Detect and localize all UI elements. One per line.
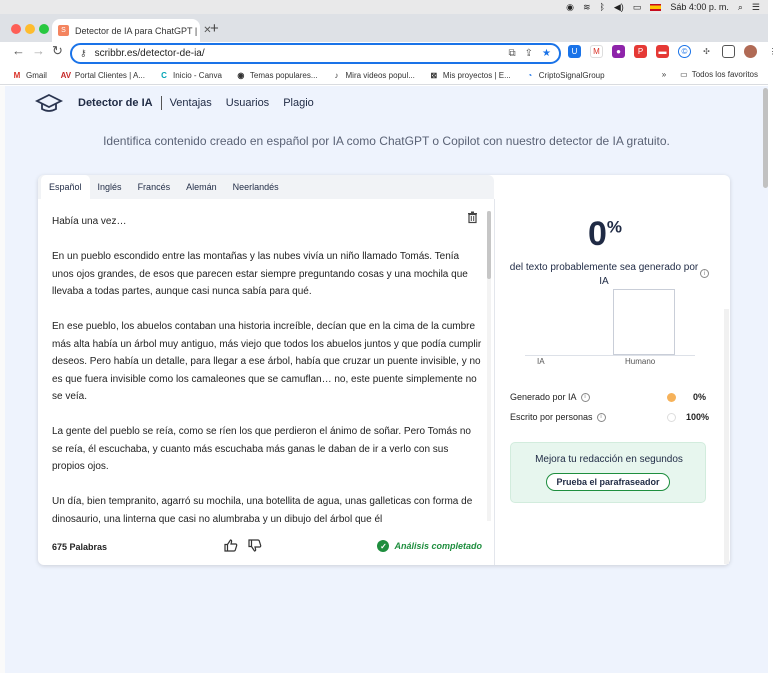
graduation-cap-logo-icon[interactable] [36,92,62,114]
bookmarks-bar [0,66,768,85]
info-icon[interactable]: i [700,269,709,278]
page-tagline: Identifica contenido creado en español por IA como ChatGPT o Copilot con nuestro detector de IA gratuito. [103,134,670,148]
page-scrollbar-thumb[interactable] [763,88,768,188]
search-icon[interactable]: ⌕ [737,1,743,12]
tab-aleman[interactable]: Alemán [186,182,217,192]
battery-icon[interactable]: ▭ [632,1,642,12]
legend-label: Generado por IA [510,392,577,402]
legend-value: 0% [692,392,706,402]
word-count: 675 Palabras [52,542,108,552]
share-icon[interactable]: ⇪ [524,48,534,59]
score-value: 0 [587,215,607,253]
tiktok-icon: ♪ [334,70,339,80]
nav-link-ventajas[interactable]: Ventajas [169,97,212,109]
tab-ingles[interactable]: Inglés [97,182,122,192]
thumbs-up-icon[interactable] [224,539,238,555]
text-paragraph: En ese pueblo, los abuelos contaban una historia increíble, decían que en la cima de la cumbre más alta había un árbol muy antiguo, más viejo que todos los abuelos juntos y que podía cumplir deseos. Pero había un detalle, para llegar a ese árbol, había que cruzar un puente invisible, y no es que fuera invisible como los camaleones que se camuflan… no, este puente simplemente no se veía. [52,321,482,402]
xlabel-humano: Humano [625,357,656,366]
browser-menu-icon[interactable]: ⋮ [766,45,779,58]
bluetooth-icon[interactable]: ᛒ [599,2,605,12]
brand-title[interactable]: Detector de IA [78,96,162,110]
canva-icon: C [161,70,167,80]
try-paraphraser-button[interactable]: Prueba el parafraseador [546,473,670,491]
crypto-icon: ◔ [527,70,533,80]
thumbs-down-icon[interactable] [248,539,262,555]
tab-title: Detector de IA para ChatGPT | [75,25,198,36]
url-text[interactable]: scribbr.es/detector-de-ia/ [94,48,205,59]
text-footer [52,540,482,554]
score-label: del texto probablemente sea generado por IA [509,262,699,287]
info-icon[interactable]: i [597,413,606,422]
wifi-icon[interactable]: ≋ [582,1,591,12]
extension-pdf-icon[interactable]: P [634,45,647,58]
promo-title: Mejora tu redacción en segundos [535,454,683,465]
menubar-app-icon[interactable]: ◉ [566,1,574,12]
all-bookmarks-button[interactable]: ▭ Todos los favoritos [680,70,758,79]
check-circle-icon: ✓ [377,540,389,552]
side-panel-icon[interactable] [722,45,735,58]
score-unit: % [606,217,623,237]
text-paragraph: En un pueblo escondido entre las montañas y las nubes vivía un niño llamado Tomás. Tenía unos ojos grandes, de esos que parecen estar siempre preguntando cosas y una mochila que llevaba a todas partes, aunque casi nunca sabía para qué. [52,251,468,297]
legend-dot-human [667,413,676,422]
web-page [5,86,768,673]
extensions-row [568,45,779,58]
nav-link-plagio[interactable]: Plagio [283,97,314,109]
profile-avatar[interactable] [744,45,757,58]
ai-detector-card [38,175,730,565]
extensions-puzzle-icon[interactable]: ✣ [700,45,713,58]
window-minimize-button[interactable] [25,24,35,34]
legend-human [510,410,710,424]
tab-espanol[interactable]: Español [41,175,90,199]
bookmark-item[interactable]: ♪ Mira videos popul... [332,70,415,80]
text-scrollbar-thumb[interactable] [487,211,491,279]
results-scrollbar[interactable] [724,309,729,564]
folder-icon: ▭ [680,70,688,79]
scribbr-favicon-icon: S [58,25,69,36]
capcut-icon: ⊠ [430,70,438,80]
new-tab-button[interactable]: + [210,20,219,37]
reload-icon[interactable]: ↻ [52,43,63,58]
bookmark-item[interactable]: ◔ CriptoSignalGroup [525,70,605,80]
bookmark-item[interactable]: M Gmail [13,70,47,80]
extension-shield-icon[interactable]: U [568,45,581,58]
text-paragraph: Un día, bien tempranito, agarró su mochila, una botellita de agua, unas galleticas con forma de dinosaurio, una linterna que casi no alumbraba y un dibujo del árbol que él [52,496,473,525]
legend-value: 100% [686,412,710,422]
chart-axis [525,355,695,356]
tab-neerlandes[interactable]: Neerlandés [232,182,279,192]
browser-tab[interactable] [52,19,212,42]
close-tab-icon[interactable]: ✕ [203,25,212,36]
menubar-datetime[interactable]: Sáb 4:00 p. m. [670,2,729,12]
input-language-flag-icon[interactable] [650,4,661,11]
text-paragraph: La gente del pueblo se reía, como se ríen los que perdieron el ánimo de soñar. Pero Tomás no se reía, él escuchaba, y cuanto más escuchaba más ganas le daban de ir a verlo con sus propios ojos. [52,426,471,472]
result-bar-chart [525,289,695,379]
language-tabs [38,175,494,199]
info-icon[interactable]: i [581,393,590,402]
nav-link-usuarios[interactable]: Usuarios [225,97,270,109]
gmail-icon: M [13,70,21,80]
volume-icon[interactable]: ◀) [613,1,624,12]
legend-dot-ai [667,393,676,402]
window-close-button[interactable] [11,24,21,34]
extension-gmail-icon[interactable]: M [590,45,603,58]
portal-icon: AV [60,70,72,80]
bookmark-item[interactable]: ⊠ Mis proyectos | E... [430,70,511,80]
bar-human [613,289,675,355]
tab-frances[interactable]: Francés [137,182,171,192]
window-zoom-button[interactable] [39,24,49,34]
more-bookmarks-button[interactable]: » [661,70,667,79]
extension-red-icon[interactable]: ▬ [656,45,669,58]
control-center-icon[interactable]: ☰ [751,1,760,12]
legend-ai [510,390,706,404]
bookmark-star-icon[interactable]: ★ [542,48,551,59]
extension-copyright-icon[interactable]: © [678,45,691,58]
mac-menu-bar [0,0,768,14]
back-arrow-icon[interactable]: ← [12,43,25,58]
bookmark-item[interactable]: AV Portal Clientes | A... [60,70,145,80]
paraphraser-promo [510,442,706,503]
ai-score [495,215,715,254]
install-app-icon[interactable]: ⧉ [508,48,516,59]
analysis-status [377,540,482,552]
bookmark-item[interactable]: ◉ Temas populares... [237,70,318,80]
xlabel-ia: IA [537,357,545,366]
site-info-icon[interactable]: ⚷ [80,48,87,58]
extension-purple-icon[interactable]: ● [612,45,625,58]
forward-arrow-icon[interactable]: → [32,43,45,58]
results-panel [495,199,730,565]
site-header [36,92,328,114]
github-icon: ◉ [237,70,245,80]
address-bar[interactable] [70,43,561,64]
status-text: Análisis completado [394,541,482,551]
input-text-area[interactable] [52,213,482,524]
bookmark-item[interactable]: C Inicio - Canva [159,70,222,80]
legend-label: Escrito por personas [510,412,593,422]
text-paragraph: Había una vez… [52,216,127,227]
trash-icon[interactable] [467,211,478,226]
